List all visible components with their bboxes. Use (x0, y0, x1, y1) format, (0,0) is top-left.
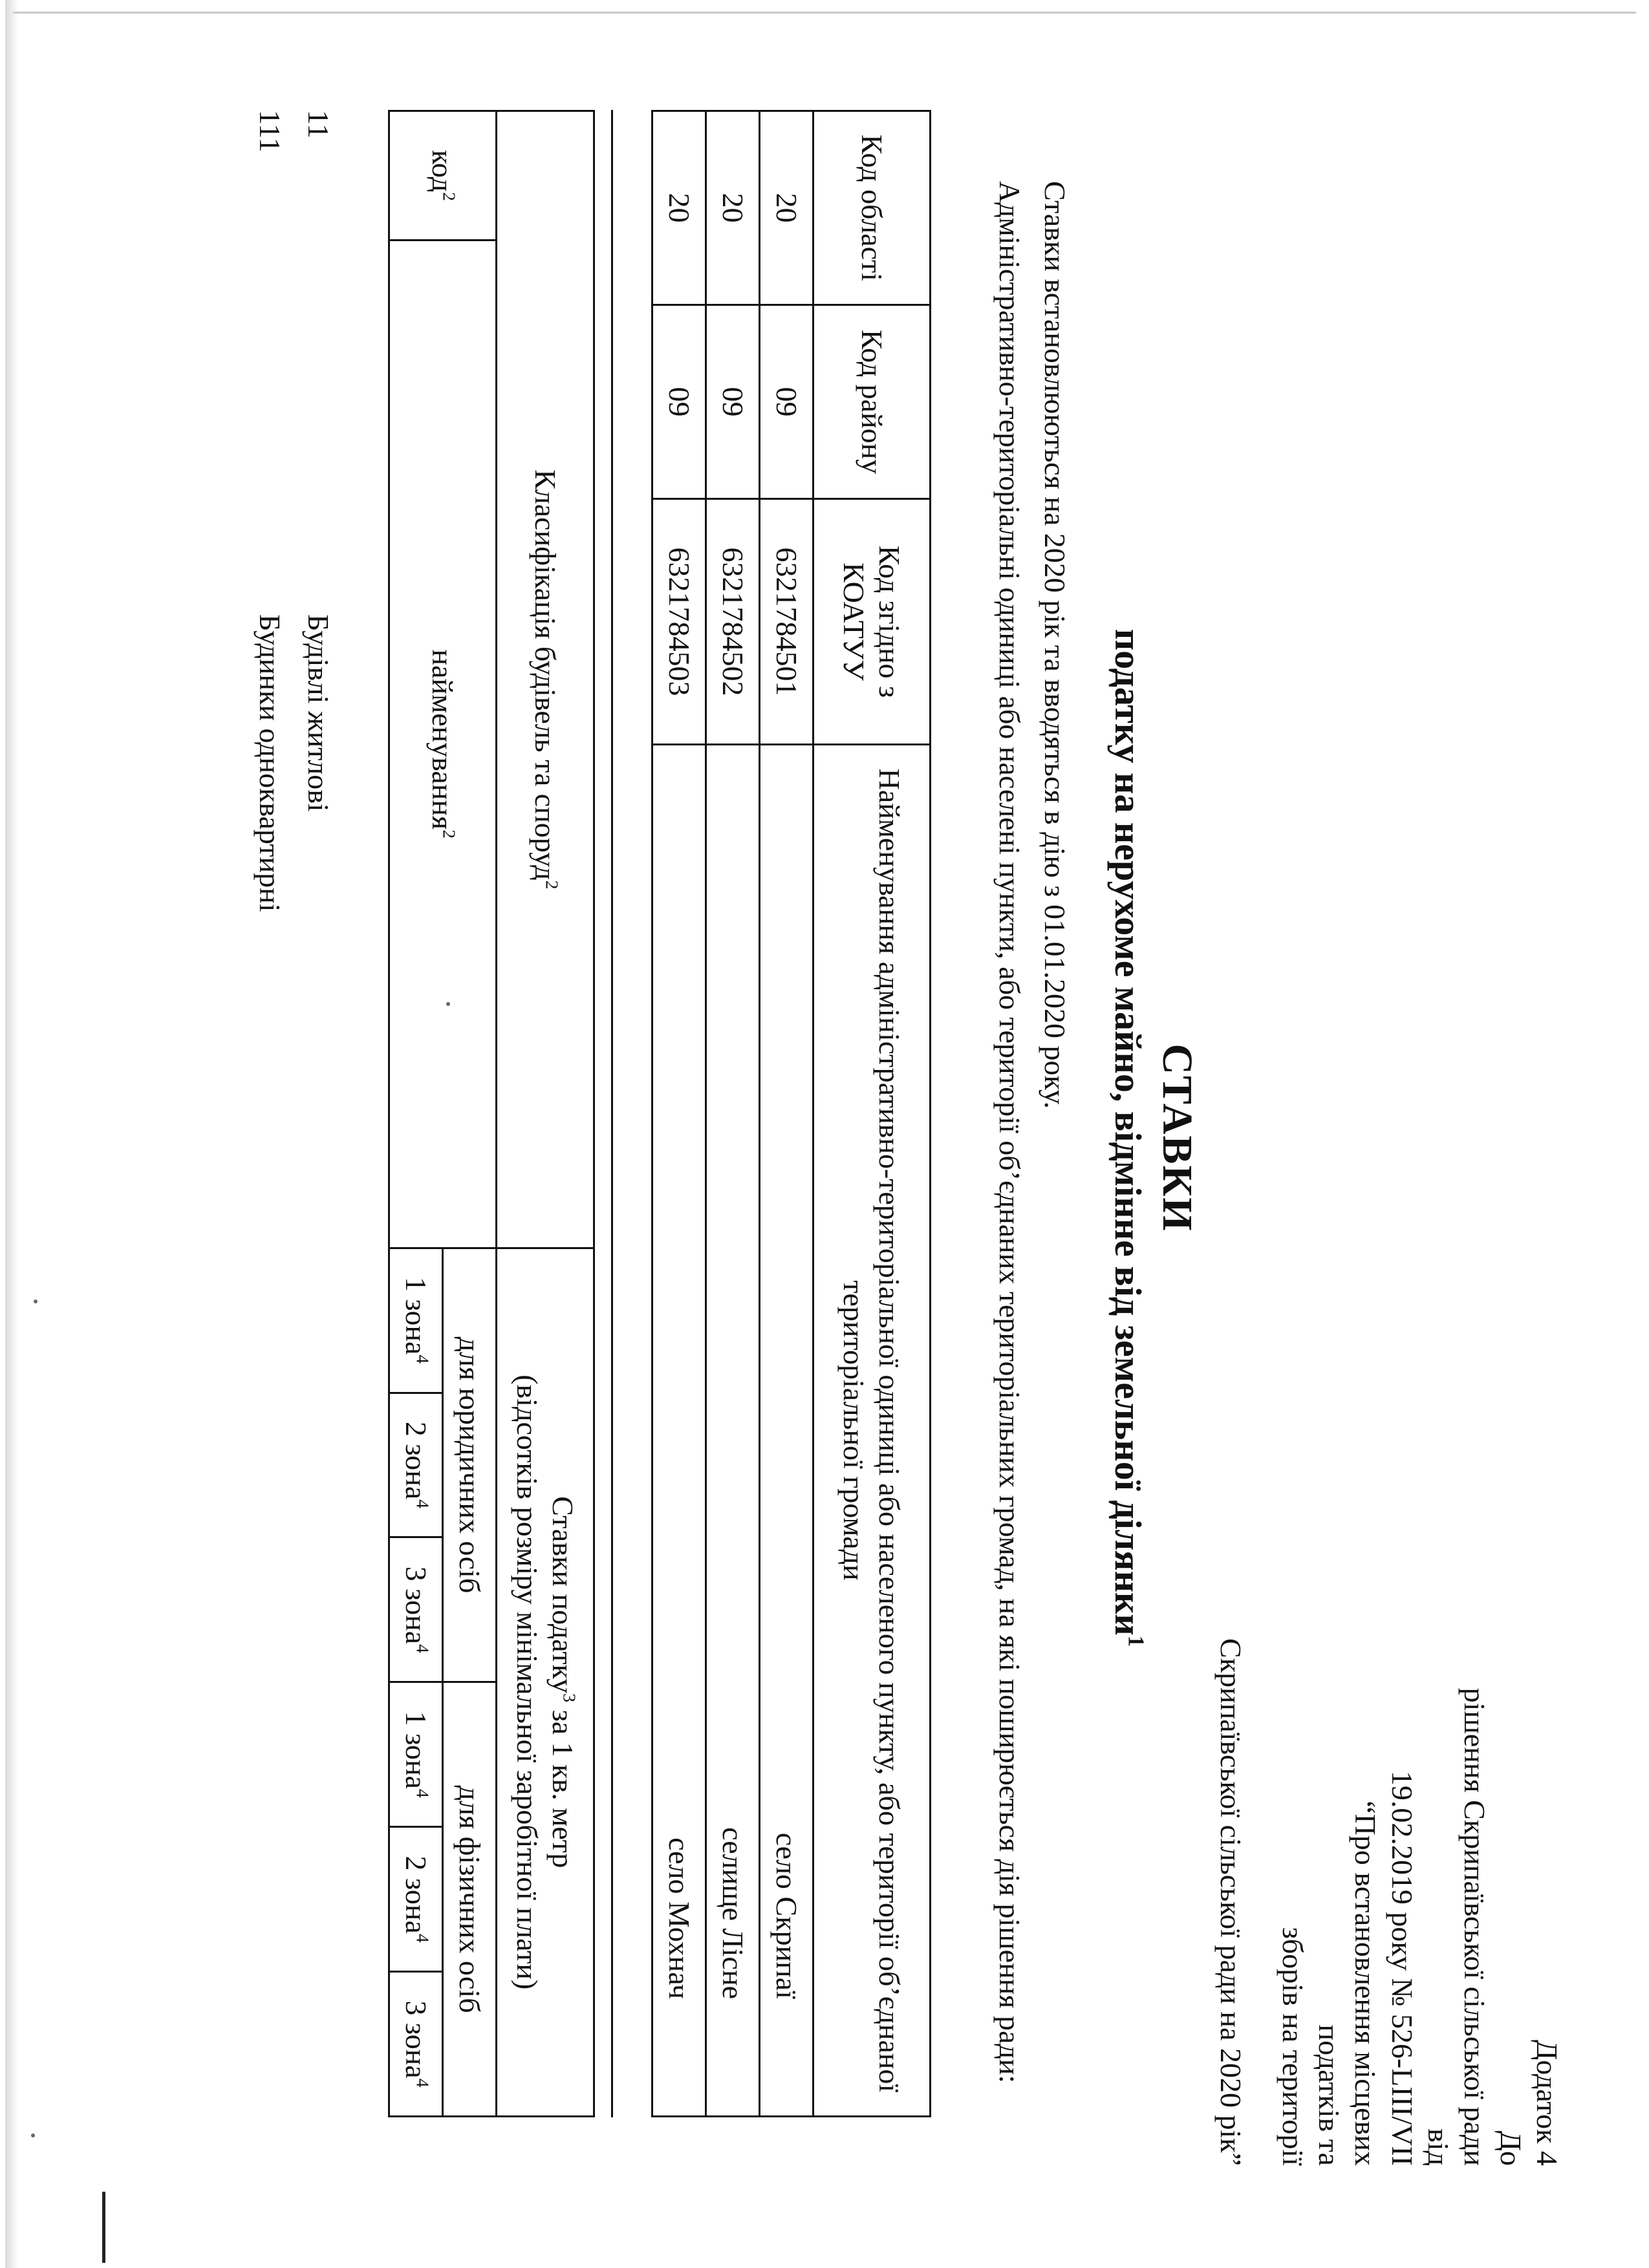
header-code: код$^2$ (389, 111, 497, 241)
addendum-line: від (1421, 2128, 1455, 2166)
table-header-row (814, 111, 931, 2117)
addendum-line: 19.02.2019 року № 526-LIII/VII (1385, 1770, 1419, 2166)
cell-region-code: 20 (760, 111, 814, 305)
title-block (1105, 110, 1203, 2166)
header-tax-rates: Ставки податку$^3$ за 1 кв. метр (відсотків розміру мінімальної заробітної плати) (497, 1248, 594, 2116)
header-region-code: Код області (814, 111, 931, 305)
cell-region-code: 20 (706, 111, 760, 305)
table-header-row (443, 111, 497, 2117)
header-district-code: Код району (814, 305, 931, 499)
cell-unit-name: селище Лісне (706, 745, 760, 2117)
header-koatuu-code: Код згідно з КОАТУУ (814, 499, 931, 745)
header-zone: 1 зона$^4$ (389, 1248, 443, 1393)
addendum-line: зборів на території (1277, 1927, 1310, 2166)
cell-district-code: 09 (760, 305, 814, 499)
row-code: 11 (302, 110, 335, 139)
addendum-line: До (1494, 2130, 1527, 2166)
page-title: СТАВКИ (1154, 1043, 1201, 1232)
row-name: Будівлі житлові (302, 614, 335, 812)
divider (611, 110, 613, 2117)
cell-koatuu-code: 6321784503 (652, 499, 706, 745)
addendum-line: Скрипаївської сільської ради на 2020 рік” (1214, 1638, 1248, 2166)
header-name: найменування$^2$ (389, 240, 497, 1248)
header-individuals: для фізичних осіб (443, 1682, 497, 2117)
territories-table (651, 110, 931, 2117)
header-unit-name: Найменування адміністративно-територіальної одиниці або населеного пункту, або території об’єднаної територіальної громади (814, 745, 931, 2117)
addendum-line: рішення Скрипаївської сільської ради (1458, 1687, 1491, 2166)
table-header-row (497, 111, 594, 2117)
cell-unit-name: село Мохнач (652, 745, 706, 2117)
addendum-line: “Про встановлення місцевих (1349, 1801, 1383, 2166)
table-row (706, 111, 760, 2117)
table-row (760, 111, 814, 2117)
header-zone: 2 зона$^4$ (389, 1393, 443, 1537)
page-subtitle: податку на нерухоме майно, відмінне від земельної ділянки$^1$ (1106, 628, 1149, 1647)
tax-rates-table (388, 110, 595, 2117)
paragraph-effective-date: Ставки встановлюються на 2020 рік та вводяться в дію з 01.01.2020 року. (1039, 181, 1072, 1109)
cell-district-code: 09 (706, 305, 760, 499)
header-legal-entities: для юридичних осіб (443, 1248, 497, 1682)
cell-koatuu-code: 6321784501 (760, 499, 814, 745)
cell-koatuu-code: 6321784502 (706, 499, 760, 745)
cell-district-code: 09 (652, 305, 706, 499)
document-content (78, 110, 1565, 2166)
cell-region-code: 20 (652, 111, 706, 305)
cell-unit-name: село Скрипаї (760, 745, 814, 2117)
header-classification: Класифікація будівель та споруд$^2$ (497, 111, 594, 1248)
table-row (652, 111, 706, 2117)
header-zone: 3 зона$^4$ (389, 1972, 443, 2117)
header-zone: 2 зона$^4$ (389, 1827, 443, 1972)
row-name: Будинки одноквартирні (253, 614, 286, 912)
addendum-line: Додаток 4 (1531, 2039, 1564, 2166)
row-code: 111 (253, 110, 286, 153)
header-zone: 3 зона$^4$ (389, 1537, 443, 1682)
addendum-block (1212, 1584, 1565, 2166)
header-zone: 1 зона$^4$ (389, 1682, 443, 1827)
addendum-line: податків та (1313, 2024, 1346, 2166)
paragraph-territories: Адміністративно-територіальні одиниці або населені пункти, або території об’єднаних територіальних громад, на які поширюється дія рішення ради: (993, 181, 1026, 2084)
